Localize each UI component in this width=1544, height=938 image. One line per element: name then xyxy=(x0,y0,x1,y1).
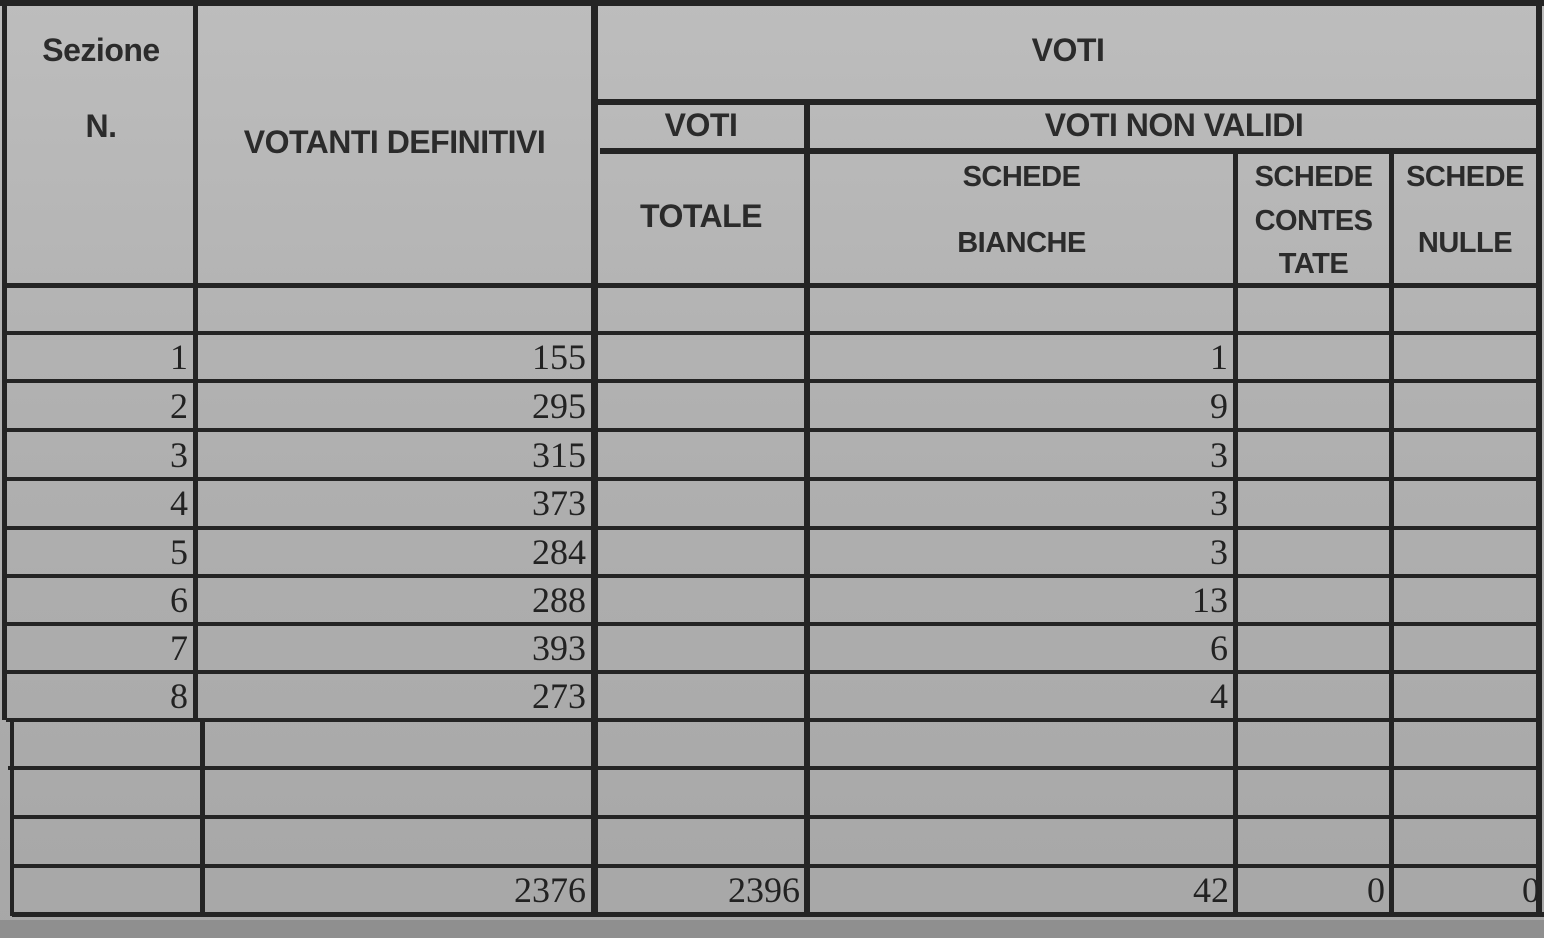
cell-sezione: 2 xyxy=(170,386,188,426)
header-sezione: Sezione xyxy=(42,32,160,69)
header-schede-nulle-line1: SCHEDE xyxy=(1406,160,1524,193)
cell-votanti: 284 xyxy=(532,532,586,572)
cell-bianche: 4 xyxy=(1210,676,1228,716)
cell-sezione: 7 xyxy=(170,628,188,668)
cell-sezione: 5 xyxy=(170,532,188,572)
cell-sezione: 6 xyxy=(170,580,188,620)
header-totale: TOTALE xyxy=(639,198,763,235)
header-schede-contestate-line1: SCHEDE xyxy=(1254,160,1373,193)
cell-bianche: 3 xyxy=(1210,532,1228,572)
row-rule xyxy=(4,379,1540,383)
cell-votanti: 273 xyxy=(532,676,586,716)
header-voti-group: VOTI xyxy=(1031,32,1105,69)
border-left-lower xyxy=(10,718,14,916)
cell-votanti: 315 xyxy=(532,435,586,475)
border-bottom xyxy=(12,912,1544,917)
header-schede-contestate-line3: TATE xyxy=(1278,247,1349,280)
paper-edge-shadow xyxy=(0,920,1544,938)
row-rule xyxy=(4,670,1540,674)
row-rule xyxy=(12,864,1540,868)
header-schede-nulle-line2: NULLE xyxy=(1417,226,1513,259)
cell-sezione: 8 xyxy=(170,676,188,716)
header-schede-bianche-line1: SCHEDE xyxy=(962,160,1081,193)
cell-votanti: 373 xyxy=(532,483,586,523)
header-voti-non-validi: VOTI NON VALIDI xyxy=(1044,107,1304,144)
row-rule xyxy=(4,428,1540,432)
cell-sezione: 3 xyxy=(170,435,188,475)
cell-sezione: 4 xyxy=(170,483,188,523)
row-rule xyxy=(4,622,1540,626)
total-schede-nulle: 0 xyxy=(1522,870,1540,910)
header-numero: N. xyxy=(85,108,117,145)
row-rule xyxy=(10,815,1540,819)
cell-bianche: 3 xyxy=(1210,483,1228,523)
cell-bianche: 13 xyxy=(1192,580,1228,620)
row-rule xyxy=(6,718,1540,722)
cell-votanti: 288 xyxy=(532,580,586,620)
cell-votanti: 155 xyxy=(532,337,586,377)
cell-votanti: 295 xyxy=(532,386,586,426)
total-votanti: 2376 xyxy=(514,870,586,910)
col-rule xyxy=(591,0,598,917)
header-schede-bianche-line2: BIANCHE xyxy=(957,226,1086,259)
cell-sezione: 1 xyxy=(170,337,188,377)
cell-bianche: 1 xyxy=(1210,337,1228,377)
row-rule xyxy=(4,477,1540,481)
row-rule xyxy=(4,526,1540,530)
header-schede-contestate-line2: CONTES xyxy=(1254,204,1373,237)
cell-bianche: 6 xyxy=(1210,628,1228,668)
total-voti-totale: 2396 xyxy=(728,870,800,910)
header-voti: VOTI xyxy=(664,107,738,144)
border-left xyxy=(2,0,7,720)
row-rule xyxy=(4,574,1540,578)
total-schede-contestate: 0 xyxy=(1367,870,1385,910)
border-top xyxy=(0,0,1544,6)
row-rule xyxy=(4,331,1540,335)
header-votanti-definitivi: VOTANTI DEFINITIVI xyxy=(243,124,546,161)
cell-votanti: 393 xyxy=(532,628,586,668)
total-schede-bianche: 42 xyxy=(1193,870,1229,910)
row-rule xyxy=(8,766,1540,770)
rule-under-subheads xyxy=(600,148,1540,154)
cell-bianche: 9 xyxy=(1210,386,1228,426)
cell-bianche: 3 xyxy=(1210,435,1228,475)
